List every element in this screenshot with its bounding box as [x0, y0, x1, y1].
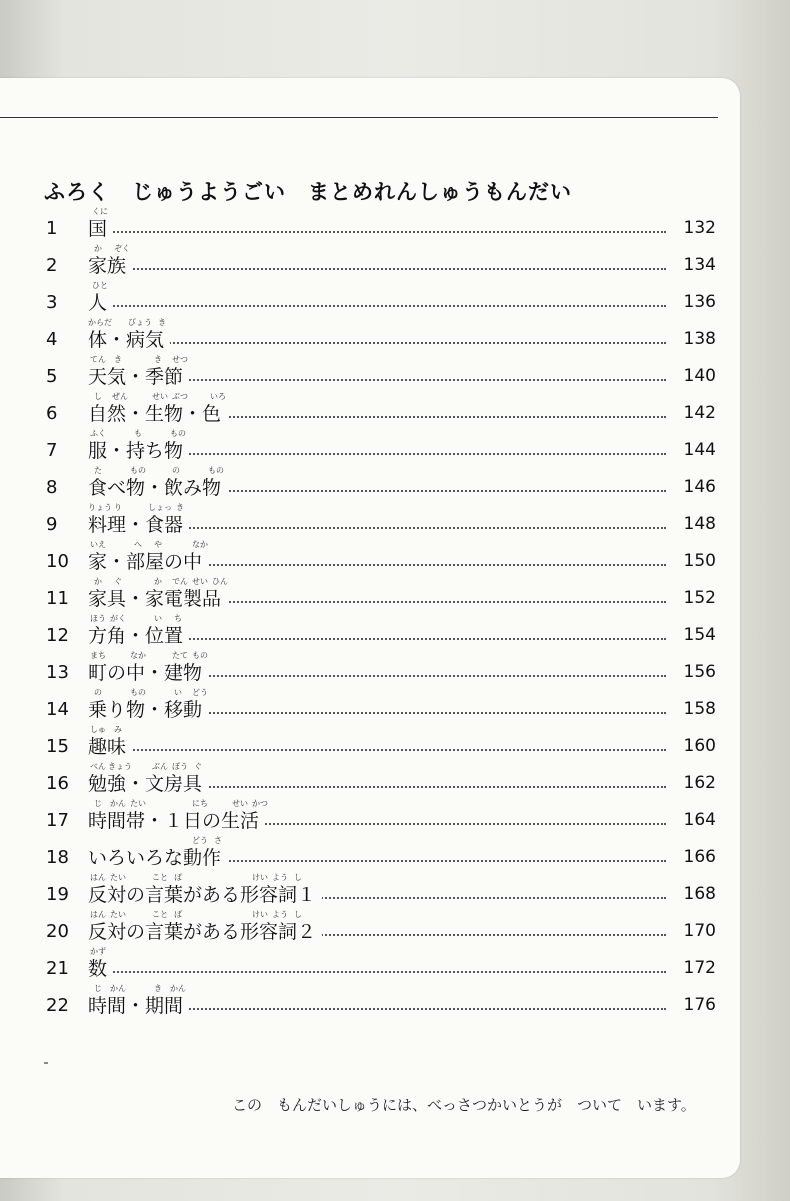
- toc-number: 22: [46, 995, 69, 1016]
- furigana: よう: [272, 873, 288, 882]
- furigana: でん: [172, 577, 188, 586]
- furigana: たい: [130, 799, 146, 808]
- toc-row[interactable]: [0, 316, 740, 353]
- furigana: き: [114, 355, 122, 364]
- toc-number: 6: [46, 403, 58, 424]
- toc-row[interactable]: [0, 353, 740, 390]
- furigana: よう: [272, 910, 288, 919]
- furigana: の: [172, 466, 180, 475]
- toc-page-number: 164: [678, 810, 716, 830]
- toc-title: いろいろな動作: [88, 847, 227, 871]
- furigana: や: [154, 540, 162, 549]
- furigana: ぜん: [112, 392, 128, 401]
- toc-page-number: 132: [678, 218, 716, 238]
- furigana: きょう: [108, 762, 132, 771]
- dot-leader: [90, 749, 666, 751]
- furigana: たい: [110, 910, 126, 919]
- toc-row[interactable]: [0, 686, 740, 723]
- toc-title: 料理・食器: [88, 514, 189, 538]
- toc-row[interactable]: [0, 834, 740, 871]
- dot-leader: [90, 971, 666, 973]
- toc-number: 19: [46, 884, 69, 905]
- furigana: の: [94, 688, 102, 697]
- toc-page-number: 150: [678, 551, 716, 571]
- furigana: さ: [214, 836, 222, 845]
- toc-page-number: 140: [678, 366, 716, 386]
- toc-title: 趣味: [88, 736, 132, 760]
- toc-title: 反対の言葉がある形容詞１: [88, 884, 322, 908]
- toc-number: 18: [46, 847, 69, 868]
- furigana: びょう: [128, 318, 152, 327]
- toc-row[interactable]: [0, 612, 740, 649]
- top-rule: [0, 117, 718, 118]
- toc-number: 16: [46, 773, 69, 794]
- toc-page-number: 142: [678, 403, 716, 423]
- toc-page-number: 148: [678, 514, 716, 534]
- furigana: しょっ: [148, 503, 172, 512]
- furigana-line: [88, 946, 368, 956]
- furigana: ぐ: [194, 762, 202, 771]
- toc-page-number: 134: [678, 255, 716, 275]
- furigana: てん: [90, 355, 106, 364]
- furigana: い: [154, 614, 162, 623]
- toc-row[interactable]: [0, 390, 740, 427]
- toc-number: 5: [46, 366, 58, 387]
- toc-page-number: 146: [678, 477, 716, 497]
- furigana: がく: [110, 614, 126, 623]
- furigana: はん: [90, 873, 106, 882]
- furigana: かん: [110, 799, 126, 808]
- furigana: かん: [110, 984, 126, 993]
- furigana: どう: [192, 836, 208, 845]
- furigana: し: [294, 873, 302, 882]
- furigana: き: [176, 503, 184, 512]
- toc-title: 家具・家電製品: [88, 588, 227, 612]
- toc-page-number: 154: [678, 625, 716, 645]
- furigana: かん: [170, 984, 186, 993]
- furigana: べん: [90, 762, 106, 771]
- furigana: ぶつ: [172, 392, 188, 401]
- toc-row[interactable]: [0, 797, 740, 834]
- furigana: り: [114, 503, 122, 512]
- furigana: か: [94, 244, 102, 253]
- furigana: なか: [130, 651, 146, 660]
- furigana: へ: [134, 540, 142, 549]
- furigana: こと: [152, 873, 168, 882]
- toc-number: 2: [46, 255, 58, 276]
- furigana: せつ: [172, 355, 188, 364]
- toc-number: 17: [46, 810, 69, 831]
- furigana: もの: [192, 651, 208, 660]
- toc-page-number: 168: [678, 884, 716, 904]
- furigana: にち: [192, 799, 208, 808]
- toc-title: 時間・期間: [88, 995, 189, 1019]
- furigana: りょう: [88, 503, 112, 512]
- toc-number: 20: [46, 921, 69, 942]
- toc-title: 勉強・文房具: [88, 773, 208, 797]
- furigana: た: [94, 466, 102, 475]
- furigana: かず: [90, 947, 106, 956]
- toc-row[interactable]: [0, 871, 740, 908]
- toc-page-number: 172: [678, 958, 716, 978]
- toc-row[interactable]: [0, 945, 740, 982]
- dot-leader: [90, 342, 666, 344]
- furigana: けい: [252, 910, 268, 919]
- furigana: か: [154, 577, 162, 586]
- furigana: もの: [170, 429, 186, 438]
- toc-row[interactable]: [0, 279, 740, 316]
- toc-row[interactable]: [0, 760, 740, 797]
- furigana: まち: [90, 651, 106, 660]
- furigana: き: [154, 355, 162, 364]
- toc-row[interactable]: [0, 908, 740, 945]
- furigana: どう: [192, 688, 208, 697]
- furigana: し: [94, 392, 102, 401]
- toc-page-number: 158: [678, 699, 716, 719]
- furigana: じ: [94, 799, 102, 808]
- dot-leader: [90, 231, 666, 233]
- toc-title: 方角・位置: [88, 625, 189, 649]
- furigana: いえ: [90, 540, 106, 549]
- furigana: たて: [172, 651, 188, 660]
- toc-page-number: 162: [678, 773, 716, 793]
- furigana: けい: [252, 873, 268, 882]
- furigana: ほう: [90, 614, 106, 623]
- furigana: こと: [152, 910, 168, 919]
- toc-title: 家族: [88, 255, 132, 279]
- toc-number: 3: [46, 292, 58, 313]
- toc-page-number: 144: [678, 440, 716, 460]
- furigana: ば: [174, 910, 182, 919]
- section-heading: ふろく じゅうようごい まとめれんしゅうもんだい: [44, 180, 572, 204]
- toc-number: 13: [46, 662, 69, 683]
- toc-number: 10: [46, 551, 69, 572]
- furigana: もの: [130, 688, 146, 697]
- furigana: ひと: [92, 281, 108, 290]
- toc-number: 14: [46, 699, 69, 720]
- toc-title: 国: [88, 218, 113, 242]
- toc-row[interactable]: [0, 205, 740, 242]
- furigana: はん: [90, 910, 106, 919]
- furigana: かつ: [252, 799, 268, 808]
- furigana-line: [88, 280, 368, 290]
- furigana: ち: [174, 614, 182, 623]
- furigana: ぞく: [114, 244, 130, 253]
- furigana: き: [158, 318, 166, 327]
- dot-leader: [90, 305, 666, 307]
- toc-page-number: 176: [678, 995, 716, 1015]
- furigana: ぼう: [172, 762, 188, 771]
- furigana: ふく: [90, 429, 106, 438]
- toc-number: 11: [46, 588, 69, 609]
- footer-note: この もんだいしゅうには、べっさつかいとうが ついて います。: [232, 1096, 696, 1114]
- furigana: からだ: [88, 318, 112, 327]
- furigana: し: [294, 910, 302, 919]
- furigana: か: [94, 577, 102, 586]
- furigana: くに: [92, 207, 108, 216]
- toc-number: 1: [46, 218, 58, 239]
- toc-title: 町の中・建物: [88, 662, 208, 686]
- furigana: もの: [208, 466, 224, 475]
- toc-row[interactable]: [0, 575, 740, 612]
- toc-title: 体・病気: [88, 329, 170, 353]
- toc-title: 家・部屋の中: [88, 551, 208, 575]
- furigana: み: [114, 725, 122, 734]
- toc-row[interactable]: [0, 501, 740, 538]
- toc-row[interactable]: [0, 982, 740, 1019]
- toc-title: 反対の言葉がある形容詞２: [88, 921, 322, 945]
- toc-page-number: 166: [678, 847, 716, 867]
- toc-page-number: 152: [678, 588, 716, 608]
- furigana: もの: [130, 466, 146, 475]
- furigana: も: [134, 429, 142, 438]
- dot-leader: [90, 268, 666, 270]
- toc-number: 4: [46, 329, 58, 350]
- furigana: せい: [232, 799, 248, 808]
- toc-title: 時間帯・１日の生活: [88, 810, 265, 834]
- furigana: き: [154, 984, 162, 993]
- toc-page-number: 136: [678, 292, 716, 312]
- toc-title: 自然・生物・色: [88, 403, 227, 427]
- furigana: ひん: [212, 577, 228, 586]
- toc-row[interactable]: [0, 538, 740, 575]
- toc-page-number: 138: [678, 329, 716, 349]
- toc-number: 21: [46, 958, 69, 979]
- toc-number: 15: [46, 736, 69, 757]
- furigana: なか: [192, 540, 208, 549]
- furigana: しゅ: [90, 725, 106, 734]
- furigana-line: [88, 206, 368, 216]
- furigana: せい: [152, 392, 168, 401]
- toc-number: 12: [46, 625, 69, 646]
- toc-page-number: 170: [678, 921, 716, 941]
- toc-page-number: 156: [678, 662, 716, 682]
- toc-title: 数: [88, 958, 113, 982]
- furigana: いろ: [210, 392, 226, 401]
- toc-title: 天気・季節: [88, 366, 189, 390]
- furigana: い: [174, 688, 182, 697]
- toc-number: 7: [46, 440, 58, 461]
- toc-title: 食べ物・飲み物: [88, 477, 227, 501]
- toc-row[interactable]: [0, 242, 740, 279]
- furigana: ば: [174, 873, 182, 882]
- furigana: ぶん: [152, 762, 168, 771]
- toc-title: 乗り物・移動: [88, 699, 208, 723]
- toc-page-number: 160: [678, 736, 716, 756]
- toc-title: 服・持ち物: [88, 440, 189, 464]
- toc-row[interactable]: [0, 723, 740, 760]
- toc-row[interactable]: [0, 649, 740, 686]
- furigana: たい: [110, 873, 126, 882]
- toc-number: 8: [46, 477, 58, 498]
- furigana: ぐ: [114, 577, 122, 586]
- toc-title: 人: [88, 292, 113, 316]
- toc-row[interactable]: [0, 427, 740, 464]
- toc-number: 9: [46, 514, 58, 535]
- furigana: じ: [94, 984, 102, 993]
- scan-mark: [44, 1062, 48, 1064]
- toc-row[interactable]: [0, 464, 740, 501]
- furigana: せい: [192, 577, 208, 586]
